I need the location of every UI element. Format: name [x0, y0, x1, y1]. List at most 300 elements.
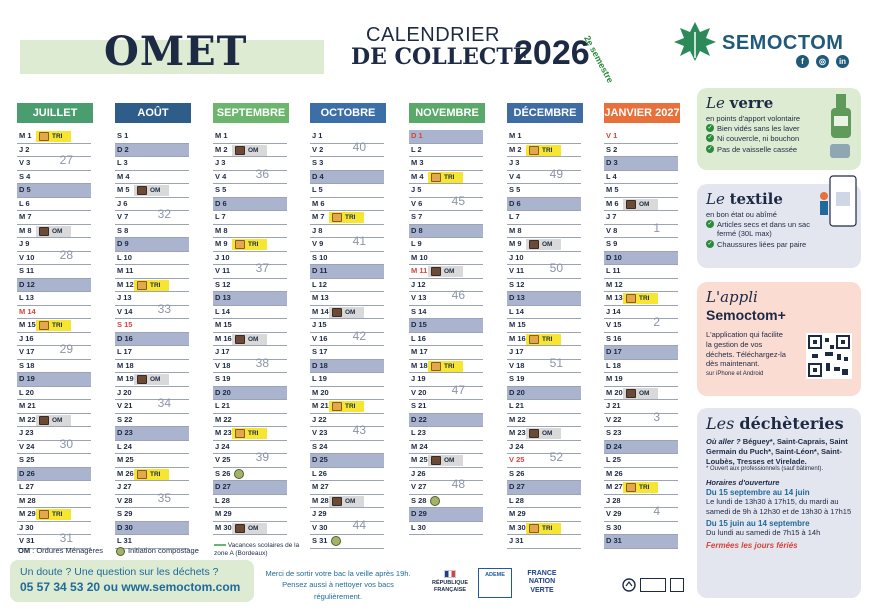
- day-label: D 29: [411, 509, 427, 518]
- day-label: L 10: [117, 252, 132, 262]
- day-label: D 20: [509, 387, 525, 397]
- week-number: 1: [653, 220, 660, 235]
- day-row: [604, 279, 678, 293]
- day-label: J 8: [312, 225, 323, 235]
- day-row: [409, 211, 483, 225]
- day-label: J 5: [411, 185, 422, 194]
- week-number: 35: [157, 490, 171, 505]
- day-label: M 25: [117, 455, 134, 464]
- day-label: J 2: [19, 144, 30, 154]
- day-row: [409, 265, 483, 279]
- calendar-title-highlight: COLLECTE: [394, 44, 530, 70]
- day-label: L 17: [117, 347, 132, 356]
- day-label: J 10: [215, 252, 230, 262]
- day-row: [310, 211, 384, 225]
- vacances-swatch: [214, 544, 226, 546]
- day-row: [507, 441, 581, 455]
- day-label: M 5: [606, 185, 619, 194]
- day-row: [213, 373, 287, 387]
- day-row: [115, 184, 189, 198]
- trash-bin-icon: [626, 389, 636, 398]
- day-row: [213, 225, 287, 239]
- week-number: 49: [549, 166, 563, 181]
- decheteries-hours-label: Horaires d'ouverture: [706, 478, 780, 488]
- day-label: J 6: [117, 198, 128, 208]
- legend-om: OM : Ordures Ménagères: [18, 546, 104, 555]
- collection-om: [134, 185, 169, 196]
- day-row: [213, 292, 287, 306]
- day-row: [604, 360, 678, 374]
- day-row: [17, 522, 91, 536]
- day-label: J 30: [19, 522, 34, 532]
- day-label: S 25: [19, 455, 35, 464]
- day-label: L 16: [411, 333, 426, 343]
- day-label: V 22: [606, 414, 622, 424]
- appli-platforms: sur iPhone et Android: [706, 371, 764, 377]
- day-label: S 17: [312, 347, 328, 356]
- day-row: [507, 225, 581, 239]
- day-label: L 7: [509, 212, 520, 221]
- verre-rule: ✓ Pas de vaisselle cassée: [706, 145, 852, 154]
- collection-label: TRI: [52, 511, 63, 518]
- day-label: J 21: [606, 401, 621, 410]
- week-number: 33: [157, 301, 171, 316]
- day-label: M 7: [312, 212, 325, 221]
- collection-label: OM: [345, 497, 356, 505]
- day-row: [310, 252, 384, 266]
- day-row: [115, 225, 189, 239]
- day-row: [115, 238, 189, 252]
- day-row: [409, 346, 483, 360]
- day-row: [115, 468, 189, 482]
- day-row: [17, 265, 91, 279]
- qr-code-icon[interactable]: [806, 333, 852, 379]
- collection-label: OM: [345, 308, 356, 316]
- day-label: M 23: [509, 428, 526, 437]
- verre-title: Le verre: [706, 94, 774, 112]
- day-row: [409, 225, 483, 239]
- day-row: [409, 373, 483, 387]
- day-row: [604, 522, 678, 536]
- day-label: L 6: [19, 198, 30, 208]
- day-row: [409, 238, 483, 252]
- day-row: [409, 171, 483, 185]
- day-row: [115, 387, 189, 401]
- day-row: [604, 373, 678, 387]
- collection-om: [428, 266, 463, 277]
- collection-tri: [623, 293, 658, 304]
- day-label: J 16: [19, 333, 34, 343]
- recycling-bin-icon: [235, 429, 245, 438]
- day-row: [507, 306, 581, 320]
- day-row: [409, 508, 483, 522]
- day-label: L 28: [509, 495, 524, 505]
- day-label: M 4: [117, 171, 130, 181]
- calendar-year: 2026: [514, 34, 590, 72]
- collection-label: OM: [444, 457, 455, 464]
- week-number: 51: [549, 355, 563, 370]
- day-label: J 29: [312, 509, 327, 518]
- collection-tri: [329, 212, 364, 223]
- day-label: J 31: [509, 536, 524, 545]
- day-label: V 4: [215, 171, 227, 181]
- day-label: S 12: [509, 279, 525, 289]
- week-number: 38: [255, 355, 269, 370]
- day-label: D 5: [19, 185, 31, 194]
- day-row: [604, 481, 678, 495]
- day-label: S 7: [411, 212, 423, 221]
- collection-label: OM: [150, 187, 161, 194]
- day-row: [17, 333, 91, 347]
- instagram-icon[interactable]: ◎: [816, 55, 829, 68]
- day-label: M 10: [411, 252, 428, 262]
- day-row: [213, 306, 287, 320]
- day-row: [409, 279, 483, 293]
- calendar-title-line1: CALENDRIER: [366, 24, 500, 46]
- week-number: 32: [157, 207, 171, 221]
- day-row: [409, 288, 483, 306]
- day-label: M 1: [215, 131, 228, 140]
- day-label: V 25: [215, 455, 231, 464]
- linkedin-icon[interactable]: in: [836, 55, 849, 68]
- day-label: L 23: [411, 428, 426, 437]
- week-number: 30: [59, 436, 73, 451]
- day-row: [17, 508, 91, 522]
- day-row: [17, 247, 91, 266]
- month-header: AOÛT: [115, 103, 191, 123]
- day-label: V 6: [411, 198, 423, 208]
- day-label: J 22: [312, 414, 327, 424]
- day-row: [17, 454, 91, 468]
- day-row: [604, 504, 678, 522]
- day-label: M 14: [19, 306, 36, 316]
- day-row: [310, 535, 384, 549]
- day-label: D 3: [606, 158, 618, 167]
- day-label: M 16: [215, 333, 232, 343]
- day-row: [310, 400, 384, 414]
- decheteries-closed: Fermées les jours fériés: [706, 541, 798, 551]
- contact-phone-web[interactable]: 05 57 34 53 20 ou www.semoctom.com: [20, 580, 241, 594]
- day-label: V 16: [312, 333, 328, 343]
- day-row: [115, 301, 189, 320]
- day-row: [310, 441, 384, 455]
- day-row: [213, 441, 287, 455]
- facebook-icon[interactable]: f: [796, 55, 809, 68]
- day-row: [604, 130, 678, 144]
- day-label: S 3: [312, 158, 324, 167]
- collection-label: TRI: [542, 146, 553, 154]
- day-row: [310, 319, 384, 333]
- day-label: M 22: [19, 414, 36, 424]
- day-row: [604, 315, 678, 333]
- day-row: [507, 319, 581, 333]
- day-row: [409, 360, 483, 374]
- day-label: V 10: [19, 252, 35, 262]
- day-row: [507, 508, 581, 522]
- day-row: [213, 184, 287, 198]
- collection-tri: [526, 523, 561, 534]
- day-label: J 13: [117, 293, 132, 302]
- day-row: [507, 535, 581, 549]
- day-row: [115, 130, 189, 144]
- verre-rule: ✓ Bien vidés sans les laver: [706, 124, 852, 133]
- day-label: M 15: [215, 320, 232, 329]
- day-label: D 15: [411, 320, 427, 329]
- collection-label: OM: [248, 524, 259, 532]
- day-label: L 21: [215, 401, 230, 410]
- day-label: V 17: [19, 347, 35, 356]
- day-row: [409, 382, 483, 401]
- day-row: [17, 373, 91, 387]
- day-label: M 18: [411, 360, 428, 370]
- week-number: 31: [59, 531, 73, 545]
- day-row: [507, 157, 581, 171]
- week-number: 27: [59, 153, 73, 167]
- trash-bin-icon: [235, 524, 245, 533]
- day-label: S 29: [117, 509, 133, 518]
- day-row: [213, 166, 287, 185]
- day-label: L 27: [19, 482, 34, 491]
- decheteries-period1-hours: Le lundi de 13h30 à 17h15, du mardi au samedi de 9h à 12h30 et de 13h30 à 17h15: [706, 496, 852, 516]
- day-label: J 9: [19, 239, 30, 248]
- day-row: [310, 360, 384, 374]
- day-row: [604, 495, 678, 509]
- partner-republique: RÉPUBLIQUE FRANÇAISE: [430, 570, 470, 593]
- day-row: [310, 139, 384, 158]
- day-row: [213, 387, 287, 401]
- day-label: M 1: [509, 131, 522, 140]
- day-row: [409, 193, 483, 212]
- day-label: V 8: [606, 225, 618, 235]
- day-row: [115, 319, 189, 333]
- day-label: S 1: [117, 131, 129, 140]
- recycling-bin-icon: [529, 335, 539, 344]
- recycle-icon: [622, 578, 636, 592]
- day-label: M 12: [117, 279, 134, 289]
- recycling-bin-icon: [235, 240, 245, 249]
- day-label: M 9: [215, 239, 228, 248]
- collection-label: TRI: [248, 241, 259, 248]
- day-row: [507, 522, 581, 536]
- collection-om: [36, 415, 71, 426]
- collection-tri: [428, 361, 463, 372]
- day-row: [115, 490, 189, 509]
- trash-bin-icon: [137, 375, 147, 384]
- day-row: [604, 427, 678, 441]
- day-row: [310, 495, 384, 509]
- day-label: L 31: [117, 536, 132, 545]
- day-row: [310, 292, 384, 306]
- day-label: D 19: [19, 374, 35, 383]
- day-row: [310, 468, 384, 482]
- week-number: 4: [653, 504, 660, 518]
- day-label: D 22: [411, 414, 427, 424]
- day-row: [115, 292, 189, 306]
- collection-tri: [329, 401, 364, 412]
- day-row: [507, 279, 581, 293]
- trash-bin-icon: [626, 200, 636, 209]
- day-label: L 5: [312, 185, 323, 194]
- day-label: S 18: [19, 360, 35, 370]
- day-label: M 21: [312, 401, 329, 410]
- day-label: J 24: [215, 441, 230, 451]
- day-row: [409, 157, 483, 171]
- day-row: [17, 360, 91, 374]
- contact-question: Un doute ? Une question sur les déchets ?: [20, 566, 219, 578]
- legend-compost: Initiation compostage: [116, 546, 199, 556]
- collection-label: TRI: [444, 173, 455, 181]
- day-label: M 26: [117, 468, 134, 478]
- day-label: V 18: [215, 360, 231, 370]
- day-label: L 24: [117, 441, 132, 451]
- day-row: [409, 130, 483, 144]
- week-number: 3: [653, 409, 660, 424]
- day-row: [409, 252, 483, 266]
- day-label: M 17: [411, 347, 428, 356]
- day-label: L 12: [312, 279, 327, 289]
- day-row: [213, 427, 287, 441]
- collection-om: [232, 523, 267, 534]
- day-row: [213, 238, 287, 252]
- day-label: D 13: [215, 293, 231, 302]
- week-number: 42: [352, 328, 366, 343]
- day-row: [604, 144, 678, 158]
- day-row: [310, 171, 384, 185]
- day-row: [604, 409, 678, 428]
- collection-tri: [36, 320, 71, 331]
- day-label: V 18: [509, 360, 525, 370]
- day-row: [213, 400, 287, 414]
- day-label: L 14: [509, 306, 524, 316]
- day-label: M 20: [312, 387, 329, 397]
- collection-label: OM: [444, 268, 455, 275]
- month-header: JANVIER 2027: [604, 103, 680, 123]
- day-row: [507, 355, 581, 374]
- day-label: D 27: [509, 482, 525, 491]
- textile-subtitle: en bon état ou abîmé: [706, 210, 777, 219]
- collection-om: [232, 334, 267, 345]
- day-row: [507, 400, 581, 414]
- day-label: S 12: [215, 279, 231, 289]
- day-label: S 10: [312, 252, 328, 262]
- day-label: V 27: [411, 482, 427, 491]
- collection-label: OM: [52, 416, 63, 424]
- collection-label: OM: [248, 335, 259, 343]
- day-label: M 4: [411, 171, 424, 181]
- day-row: [213, 522, 287, 536]
- day-label: J 1: [312, 131, 323, 140]
- week-number: 34: [157, 396, 171, 410]
- day-row: [409, 184, 483, 198]
- day-row: [213, 414, 287, 428]
- week-number: 52: [549, 450, 563, 464]
- day-row: [17, 238, 91, 252]
- day-label: D 13: [509, 293, 525, 302]
- day-label: J 19: [411, 374, 426, 383]
- day-row: [310, 306, 384, 320]
- day-row: [17, 171, 91, 185]
- collection-label: TRI: [52, 322, 63, 329]
- day-row: [115, 396, 189, 414]
- recycling-bin-icon: [332, 402, 342, 411]
- trash-bin-icon: [431, 456, 441, 465]
- day-label: M 7: [19, 212, 32, 221]
- panel-decheteries: [697, 408, 861, 598]
- day-label: V 7: [117, 212, 129, 221]
- day-row: [310, 508, 384, 522]
- day-row: [409, 454, 483, 468]
- semoctom-leaf-logo-icon: [672, 18, 718, 64]
- day-label: D 4: [312, 171, 324, 181]
- collection-label: TRI: [639, 484, 650, 491]
- day-row: [115, 441, 189, 455]
- recycling-bin-icon: [431, 173, 441, 182]
- day-row: [310, 346, 384, 360]
- decheteries-period2: Du 15 juin au 14 septembre: [706, 519, 810, 529]
- week-number: 47: [451, 382, 465, 397]
- day-row: [310, 517, 384, 536]
- recycling-bin-icon: [626, 294, 636, 303]
- day-row: [409, 144, 483, 158]
- day-label: D 9: [117, 239, 129, 248]
- day-label: J 10: [509, 252, 524, 262]
- day-row: [115, 360, 189, 374]
- day-row: [17, 414, 91, 428]
- day-row: [604, 184, 678, 198]
- day-label: M 28: [19, 495, 36, 505]
- day-row: [310, 265, 384, 279]
- day-label: S 5: [509, 185, 521, 194]
- recycling-bin-icon: [431, 362, 441, 371]
- trash-bin-icon: [39, 416, 49, 425]
- day-label: L 9: [411, 239, 422, 248]
- day-row: [310, 387, 384, 401]
- day-label: D 12: [19, 279, 35, 289]
- day-label: M 6: [606, 198, 619, 208]
- day-label: J 17: [215, 347, 230, 356]
- day-row: [604, 292, 678, 306]
- day-row: [17, 279, 91, 293]
- day-row: [17, 184, 91, 198]
- day-row: [507, 427, 581, 441]
- day-row: [213, 450, 287, 468]
- day-label: S 9: [606, 239, 618, 248]
- day-label: S 11: [19, 266, 35, 275]
- day-label: M 13: [606, 293, 623, 302]
- day-label: M 19: [606, 374, 623, 383]
- collection-label: TRI: [52, 133, 63, 140]
- day-label: S 2: [606, 144, 618, 154]
- day-label: M 2: [509, 144, 522, 154]
- day-label: S 19: [509, 374, 525, 383]
- verre-rule: ✓ Ni couvercle, ni bouchon: [706, 134, 852, 143]
- collection-label: OM: [52, 227, 63, 235]
- day-row: [507, 144, 581, 158]
- day-row: [115, 157, 189, 171]
- day-label: D 20: [215, 387, 231, 397]
- day-row: [604, 171, 678, 185]
- day-row: [213, 346, 287, 360]
- day-label: M 8: [215, 225, 228, 235]
- collection-om: [428, 455, 463, 466]
- week-number: 39: [255, 450, 269, 464]
- recycling-bin-icon: [39, 510, 49, 519]
- collection-om: [232, 145, 267, 156]
- day-label: M 6: [312, 198, 325, 208]
- day-row: [115, 265, 189, 279]
- day-row: [604, 441, 678, 455]
- day-label: S 22: [117, 414, 133, 424]
